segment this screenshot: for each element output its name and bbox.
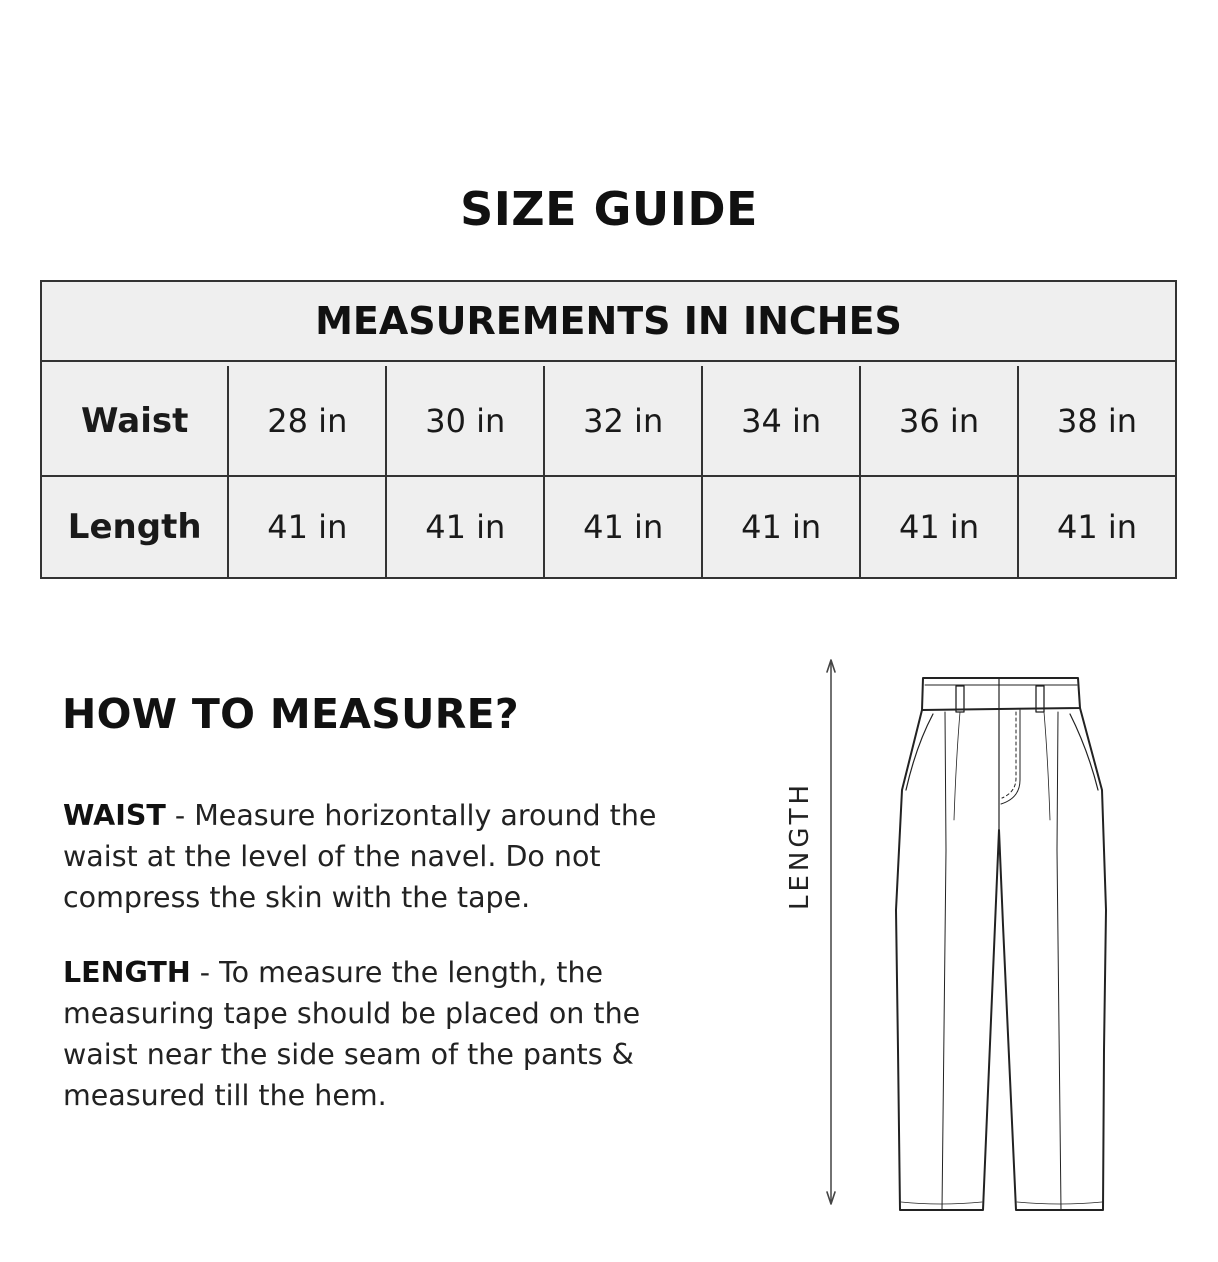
cell-length-1: 41 in — [227, 477, 385, 577]
waist-text: Measure horizontally around the waist at the level of the navel. Do not compress the skin with the tape. — [63, 799, 657, 914]
length-instructions: LENGTH - To measure the length, the measuring tape should be placed on the waist near the side seam of the pants & measured till the hem. — [63, 956, 641, 1112]
cell-waist-5: 36 in — [859, 366, 1017, 475]
cell-length-5: 41 in — [859, 477, 1017, 577]
cell-waist-3: 32 in — [543, 366, 701, 475]
waist-term: WAIST — [63, 799, 166, 832]
cell-waist-1: 28 in — [227, 366, 385, 475]
cell-waist-2: 30 in — [385, 366, 543, 475]
trousers-sketch-icon — [770, 650, 1170, 1230]
table-row-waist — [42, 366, 1175, 477]
cell-waist-4: 34 in — [701, 366, 859, 475]
page-title: SIZE GUIDE — [460, 182, 758, 236]
cell-waist-6: 38 in — [1017, 366, 1175, 475]
cell-length-4: 41 in — [701, 477, 859, 577]
row-header-length: Length — [67, 507, 202, 547]
cell-length-3: 41 in — [543, 477, 701, 577]
length-term: LENGTH — [63, 956, 191, 989]
length-text: To measure the length, the measuring tape should be placed on the waist near the side seam of the pants & measured till the hem. — [63, 956, 641, 1112]
waist-instructions: WAIST - Measure horizontally around the waist at the level of the navel. Do not compress the skin with the tape. — [63, 799, 657, 914]
how-to-measure-title: HOW TO MEASURE? — [62, 690, 519, 738]
cell-length-6: 41 in — [1017, 477, 1175, 577]
row-header-waist: Waist — [80, 400, 189, 441]
table-caption: MEASUREMENTS IN INCHES — [42, 282, 1175, 362]
size-table — [40, 280, 1177, 579]
cell-length-2: 41 in — [385, 477, 543, 577]
table-row-length — [42, 477, 1175, 577]
length-axis-label: LENGTH — [785, 780, 815, 910]
